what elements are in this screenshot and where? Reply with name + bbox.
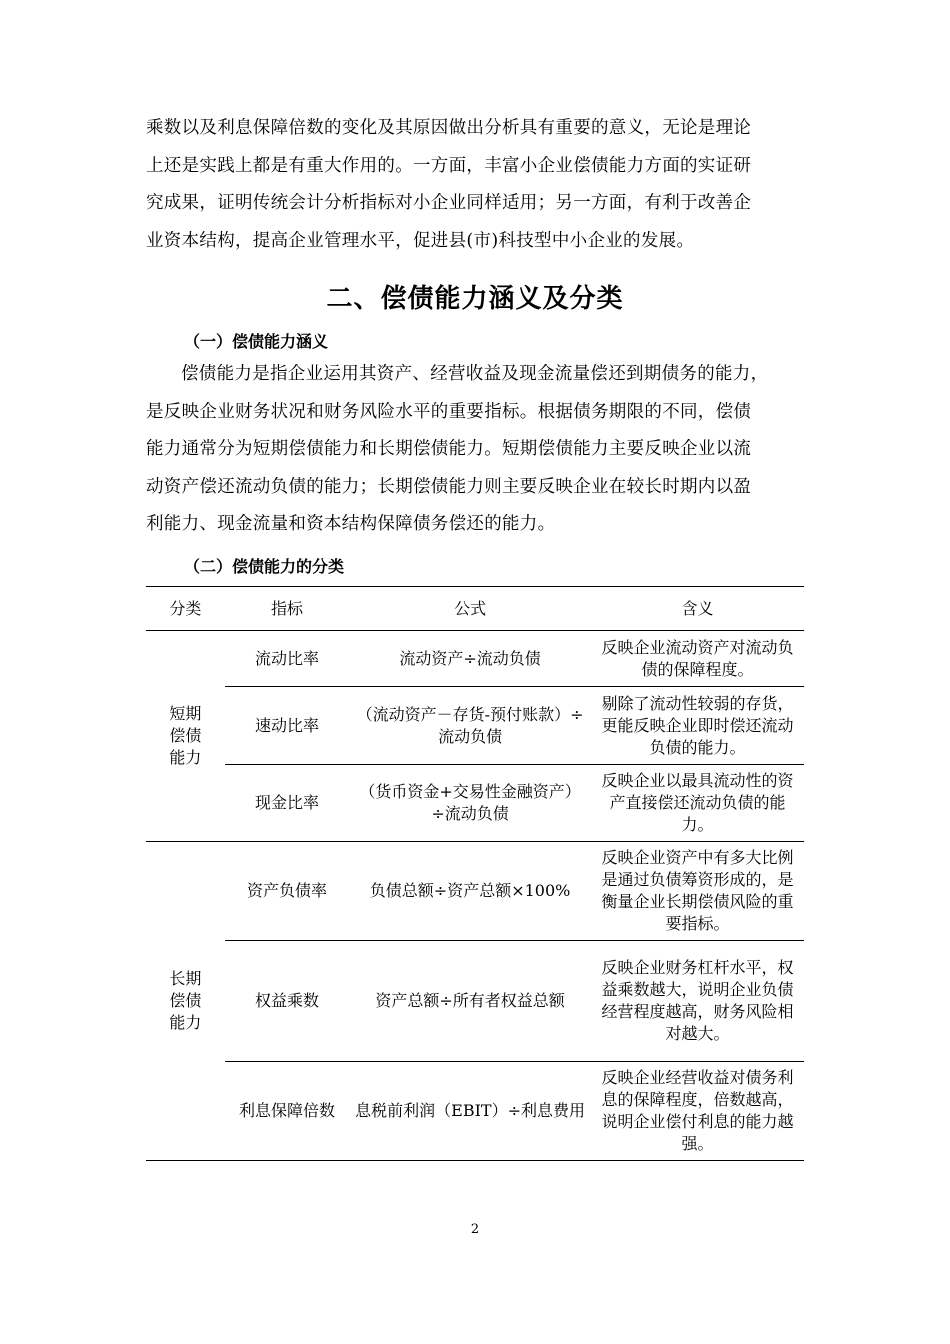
intro-paragraph (146, 110, 806, 260)
indicator-cell: 资产负债率 (225, 842, 349, 941)
table-row (146, 842, 804, 941)
formula-cell: 息税前利润（EBIT）÷利息费用 (349, 1062, 591, 1161)
indicator-cell: 速动比率 (225, 687, 349, 765)
indicator-cell: 流动比率 (225, 631, 349, 687)
indicator-cell: 权益乘数 (225, 941, 349, 1062)
meaning-cell: 反映企业资产中有多大比例是通过负债筹资形成的，是衡量企业长期偿债风险的重要指标。 (591, 842, 804, 941)
header-formula: 公式 (349, 587, 591, 631)
indicator-cell: 利息保障倍数 (225, 1062, 349, 1161)
header-meaning: 含义 (591, 587, 804, 631)
text-line: 上还是实践上都是有重大作用的。一方面，丰富小企业偿债能力方面的实证研 (146, 155, 752, 176)
category-label: 长期 偿债 能力 (169, 969, 202, 1032)
meaning-cell: 反映企业财务杠杆水平，权益乘数越大，说明企业负债经营程度越高，财务风险相对越大。 (591, 941, 804, 1062)
formula-cell: （流动资产－存货-预付账款）÷流动负债 (349, 687, 591, 765)
text-line: 动资产偿还流动负债的能力；长期偿债能力则主要反映企业在较长时期内以盈 (146, 476, 752, 497)
page-number: 2 (470, 1222, 480, 1237)
table-row (146, 1062, 804, 1161)
text-line: 利能力、现金流量和资本结构保障债务偿还的能力。 (146, 514, 556, 534)
meaning-cell: 反映企业流动资产对流动负债的保障程度。 (591, 631, 804, 687)
meaning-cell: 剔除了流动性较弱的存货，更能反映企业即时偿还流动负债的能力。 (591, 687, 804, 765)
table-row (146, 687, 804, 765)
text-line: 能力通常分为短期偿债能力和长期偿债能力。短期偿债能力主要反映企业以流 (146, 439, 752, 459)
text-line: 究成果，证明传统会计分析指标对小企业同样适用；另一方面，有利于改善企 (146, 193, 752, 213)
formula-cell: 流动资产÷流动负债 (349, 631, 591, 687)
category-label: 短期 偿债 能力 (169, 704, 202, 767)
subsection-title-2: （二）偿债能力的分类 (184, 557, 345, 576)
header-indicator: 指标 (225, 587, 349, 631)
table-row (146, 941, 804, 1062)
table-header-row (146, 587, 804, 631)
indicator-cell: 现金比率 (225, 765, 349, 842)
text-line: 乘数以及利息保障倍数的变化及其原因做出分析具有重要的意义，无论是理论 (146, 118, 752, 138)
category-short-term (146, 631, 225, 842)
solvency-table (146, 586, 804, 1161)
meaning-cell: 反映企业经营收益对债务利息的保障程度，倍数越高，说明企业偿付利息的能力越强。 (591, 1062, 804, 1161)
subsection-title-1: （一）偿债能力涵义 (184, 332, 329, 351)
meaning-cell: 反映企业以最具流动性的资产直接偿还流动负债的能力。 (591, 765, 804, 842)
table-row (146, 631, 804, 687)
definition-paragraph (146, 356, 806, 544)
formula-cell: 负债总额÷资产总额×100% (349, 842, 591, 941)
formula-cell: 资产总额÷所有者权益总额 (349, 941, 591, 1062)
text-line: 业资本结构，提高企业管理水平，促进县(市)科技型中小企业的发展。 (146, 230, 695, 251)
text-line: 是反映企业财务状况和财务风险水平的重要指标。根据债务期限的不同，偿债 (146, 401, 752, 422)
category-long-term (146, 842, 225, 1161)
table-row (146, 765, 804, 842)
formula-cell: （货币资金+交易性金融资产）÷流动负债 (349, 765, 591, 842)
header-category: 分类 (146, 587, 225, 631)
text-line: 偿债能力是指企业运用其资产、经营收益及现金流量偿还到期债务的能力， (181, 364, 769, 384)
section-title: 二、偿债能力涵义及分类 (326, 284, 624, 314)
